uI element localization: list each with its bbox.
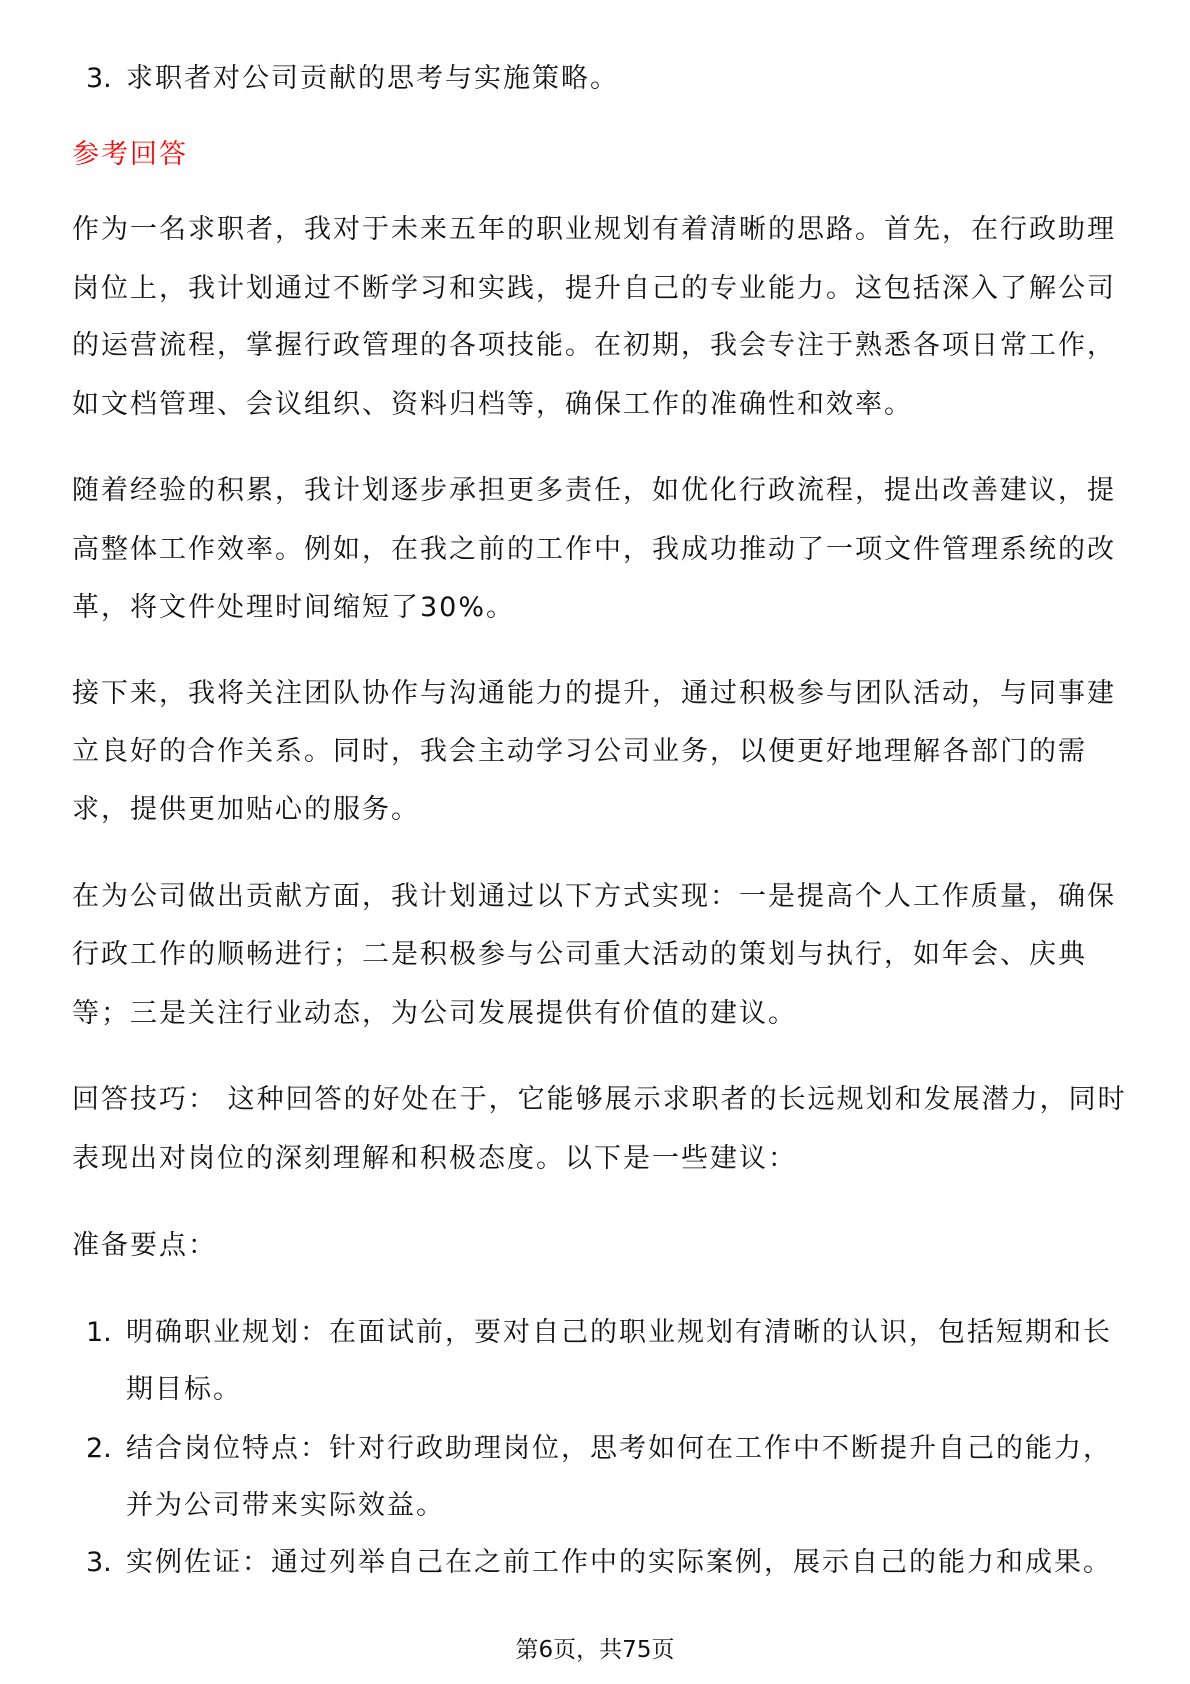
text-line: 作为一名求职者，我对于未来五年的职业规划有着清晰的思路。首先，在行政助理 xyxy=(72,214,1116,245)
text-line: 期目标。 xyxy=(126,1374,242,1405)
section-heading: 参考回答 xyxy=(72,139,188,170)
text-line: 立良好的合作关系。同时，我会主动学习公司业务，以便更好地理解各部门的需 xyxy=(72,736,1087,767)
text-line: 回答技巧： 这种回答的好处在于，它能够展示求职者的长远规划和发展潜力，同时 xyxy=(72,1084,1127,1115)
text-line: 表现出对岗位的深刻理解和积极态度。以下是一些建议： xyxy=(72,1143,797,1174)
text-line: 岗位上，我计划通过不断学习和实践，提升自己的专业能力。这包括深入了解公司 xyxy=(72,273,1116,304)
text-line: 结合岗位特点：针对行政助理岗位，思考如何在工作中不断提升自己的能力， xyxy=(126,1433,1112,1464)
text-line: 高整体工作效率。例如，在我之前的工作中，我成功推动了一项文件管理系统的改 xyxy=(72,534,1116,565)
text-line: 在为公司做出贡献方面，我计划通过以下方式实现：一是提高个人工作质量，确保 xyxy=(72,881,1116,912)
text-line: 求，提供更加贴心的服务。 xyxy=(72,794,420,825)
text-line: 并为公司带来实际效益。 xyxy=(126,1490,445,1521)
page-footer: 第6页，共75页 xyxy=(515,1637,675,1663)
text-line: 随着经验的积累，我计划逐步承担更多责任，如优化行政流程，提出改善建议，提 xyxy=(72,475,1116,506)
list-number: 3. xyxy=(86,1547,112,1578)
text-line: 等；三是关注行业动态，为公司发展提供有价值的建议。 xyxy=(72,998,797,1029)
list-text: 求职者对公司贡献的思考与实施策略。 xyxy=(126,63,619,94)
text-line: 如文档管理、会议组织、资料归档等，确保工作的准确性和效率。 xyxy=(72,389,913,420)
text-line: 行政工作的顺畅进行；二是积极参与公司重大活动的策划与执行，如年会、庆典 xyxy=(72,939,1087,970)
list-number: 3. xyxy=(86,63,112,94)
text-line: 革，将文件处理时间缩短了30%。 xyxy=(72,592,516,623)
list-number: 2. xyxy=(86,1433,112,1464)
text-line: 实例佐证：通过列举自己在之前工作中的实际案例，展示自己的能力和成果。 xyxy=(126,1547,1112,1578)
text-line: 接下来，我将关注团队协作与沟通能力的提升，通过积极参与团队活动，与同事建 xyxy=(72,678,1116,709)
text-line: 的运营流程，掌握行政管理的各项技能。在初期，我会专注于熟悉各项日常工作， xyxy=(72,330,1116,361)
text-line: 明确职业规划：在面试前，要对自己的职业规划有清晰的认识，包括短期和长 xyxy=(126,1317,1112,1348)
list-number: 1. xyxy=(86,1317,112,1348)
preparation-heading: 准备要点： xyxy=(72,1230,217,1261)
